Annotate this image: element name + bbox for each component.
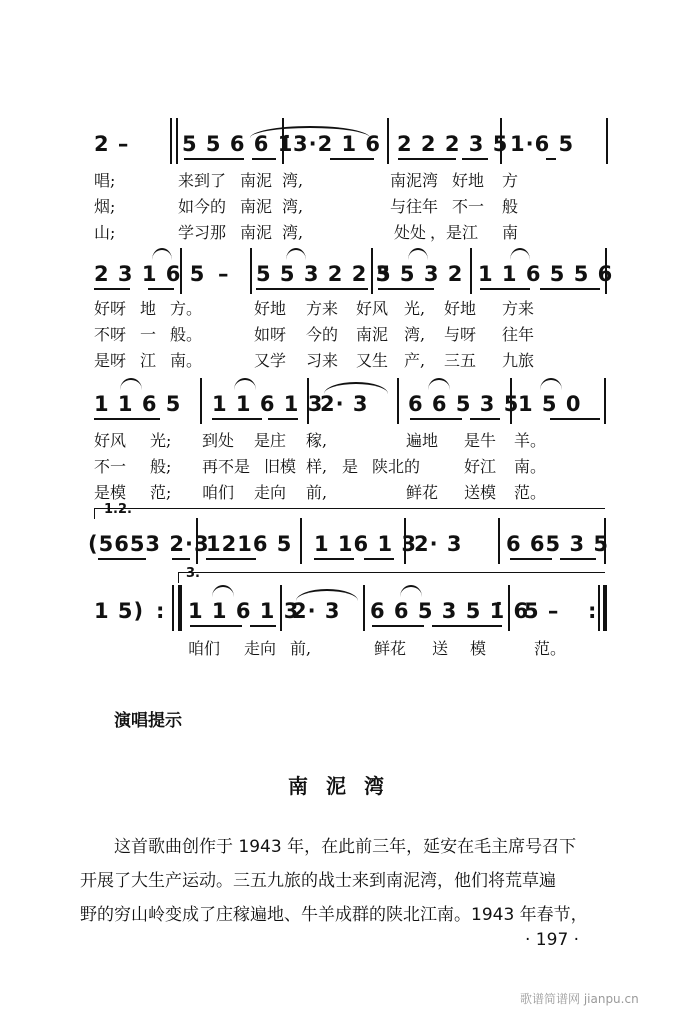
- lyric-syllable: 九旅: [502, 351, 535, 370]
- lyric-syllable: 习来: [306, 351, 339, 370]
- lyric-syllable: 又生: [356, 351, 389, 370]
- slur: [324, 382, 388, 394]
- lyric-syllable: 湾,: [404, 325, 426, 344]
- lyric-syllable: 光,: [404, 299, 426, 318]
- lyric-syllable: 往年: [502, 325, 535, 344]
- lyric-line: [94, 636, 614, 656]
- slur: [400, 585, 422, 597]
- lyric-syllable: 唱;: [94, 171, 116, 190]
- performance-hint-heading: 演唱提示: [114, 711, 182, 731]
- lyric-line: [94, 454, 614, 474]
- measure: 1 1 6 5: [94, 392, 182, 416]
- lyric-syllable: 是牛: [464, 431, 497, 450]
- lyric-syllable: 与呀: [444, 325, 477, 344]
- lyric-syllable: 方。: [170, 299, 203, 318]
- lyric-syllable: 湾,: [282, 197, 304, 216]
- underline: [94, 288, 130, 290]
- lyric-line: [94, 220, 614, 240]
- lyric-syllable: 江: [140, 351, 157, 370]
- barline: [300, 518, 302, 564]
- measure: 5 5 6 6 1̇: [182, 132, 294, 156]
- volta-bracket: [178, 572, 605, 583]
- underline: [462, 158, 488, 160]
- lyric-syllable: 又学: [254, 351, 287, 370]
- measure: 2 3 1 6 5: [94, 262, 206, 286]
- lyric-syllable: 咱们: [188, 639, 221, 658]
- barline: [172, 585, 174, 631]
- lyric-line: [94, 168, 614, 188]
- measure: 1 1 6 1 3: [188, 599, 300, 623]
- underline: [372, 625, 424, 627]
- slur: [212, 585, 234, 597]
- measure: 1 1 6 5 5 6: [478, 262, 614, 286]
- lyric-syllable: 羊。: [514, 431, 547, 450]
- lyric-syllable: 好地: [444, 299, 477, 318]
- lyric-syllable: 好地: [452, 171, 485, 190]
- repeat-sign: :: [156, 599, 166, 623]
- measure: 2 –: [94, 132, 130, 156]
- barline: [603, 585, 607, 631]
- lyric-syllable: 南泥: [240, 197, 273, 216]
- lyric-syllable: 是: [342, 457, 359, 476]
- measure: 1 5 0: [518, 392, 582, 416]
- measure: 5 5 3 2: [376, 262, 464, 286]
- barline: [470, 248, 472, 294]
- underline: [212, 418, 262, 420]
- lyric-syllable: 山;: [94, 223, 116, 242]
- lyric-syllable: 好呀: [94, 299, 127, 318]
- lyric-line: [94, 348, 614, 368]
- slur: [408, 248, 428, 260]
- underline: [550, 418, 600, 420]
- lyric-syllable: 样,: [306, 457, 328, 476]
- body-paragraph: [80, 830, 620, 932]
- underline: [190, 625, 242, 627]
- measure: –: [218, 262, 230, 286]
- barline: [604, 378, 606, 424]
- paragraph-line: 这首歌曲创作于 1943 年，在此前三年，延安在毛主席号召下: [114, 837, 577, 857]
- lyric-syllable: 南。: [514, 457, 547, 476]
- barline: [606, 118, 608, 164]
- lyric-syllable: 南: [502, 223, 519, 242]
- underline: [470, 418, 500, 420]
- lyric-syllable: 范。: [534, 639, 567, 658]
- lyric-syllable: 与往年: [390, 197, 439, 216]
- underline: [432, 625, 502, 627]
- lyric-syllable: 方: [502, 171, 519, 190]
- lyric-syllable: 前,: [290, 639, 312, 658]
- lyric-syllable: 送: [432, 639, 449, 658]
- underline: [206, 558, 256, 560]
- lyric-line: [94, 296, 614, 316]
- volta-bracket: [94, 508, 605, 519]
- barline: [178, 585, 182, 631]
- underline: [98, 558, 146, 560]
- lyric-syllable: 前,: [306, 483, 328, 502]
- lyric-syllable: 烟;: [94, 197, 116, 216]
- underline: [314, 558, 354, 560]
- underline: [364, 558, 394, 560]
- measure: 6 6 5 3 5 1̇ 6: [370, 599, 530, 623]
- measure: 3·2 1 6: [293, 132, 382, 156]
- underline: [560, 558, 596, 560]
- measure: 2 2 2 3 5: [397, 132, 509, 156]
- lyric-syllable: 湾,: [282, 171, 304, 190]
- lyric-line: [94, 322, 614, 342]
- lyric-syllable: 旧模: [264, 457, 297, 476]
- watermark: 歌谱简谱网 jianpu.cn: [520, 992, 639, 1006]
- underline: [510, 558, 552, 560]
- repeat-sign: :: [588, 599, 598, 623]
- underline: [480, 288, 530, 290]
- volta-label: 1.2.: [104, 502, 132, 517]
- barline: [387, 118, 389, 164]
- slur: [152, 248, 172, 260]
- lyric-syllable: 般。: [170, 325, 203, 344]
- lyric-syllable: 是呀: [94, 351, 127, 370]
- measure: 1 5): [94, 599, 145, 623]
- lyric-syllable: 来到了: [178, 171, 227, 190]
- lyric-syllable: 南。: [170, 351, 203, 370]
- lyric-syllable: 走向: [254, 483, 287, 502]
- song-title: 南泥湾: [288, 774, 402, 798]
- paragraph-line: 野的穷山岭变成了庄稼遍地、牛羊成群的陕北江南。1943 年春节，: [80, 905, 588, 925]
- underline: [250, 625, 276, 627]
- barline: [363, 585, 365, 631]
- lyric-syllable: 是庄: [254, 431, 287, 450]
- lyric-syllable: 如呀: [254, 325, 287, 344]
- measure: 6 65 3 5: [506, 532, 609, 556]
- lyric-line: [94, 428, 614, 448]
- lyric-syllable: 一: [140, 325, 157, 344]
- slur: [296, 589, 358, 601]
- lyric-syllable: 范。: [514, 483, 547, 502]
- lyric-syllable: 南泥: [356, 325, 389, 344]
- lyric-syllable: 不一: [452, 197, 485, 216]
- barline: [170, 118, 172, 164]
- underline: [252, 158, 276, 160]
- lyric-syllable: 好风: [356, 299, 389, 318]
- slur: [120, 378, 142, 390]
- lyric-syllable: 方来: [502, 299, 535, 318]
- underline: [184, 158, 244, 160]
- measure: 2· 3: [414, 532, 463, 556]
- slur: [234, 378, 256, 390]
- measure: 1 1 6 1 3: [212, 392, 324, 416]
- lyric-syllable: 南泥: [240, 223, 273, 242]
- underline: [148, 288, 174, 290]
- barline: [250, 248, 252, 294]
- underline: [172, 558, 190, 560]
- lyric-syllable: 地: [140, 299, 157, 318]
- lyric-syllable: 到处: [202, 431, 235, 450]
- slur: [428, 378, 450, 390]
- barline: [176, 118, 178, 164]
- slur: [540, 378, 562, 390]
- lyric-syllable: 今的: [306, 325, 339, 344]
- lyric-syllable: 再不是: [202, 457, 251, 476]
- barline: [498, 518, 500, 564]
- measure: 2· 3: [292, 599, 341, 623]
- lyric-syllable: 模: [470, 639, 487, 658]
- lyric-syllable: 方来: [306, 299, 339, 318]
- lyric-syllable: 湾,: [282, 223, 304, 242]
- measure: 1·6 5: [510, 132, 575, 156]
- measure: 5 –: [524, 599, 560, 623]
- lyric-syllable: 走向: [244, 639, 277, 658]
- measure: 1 16 1 3: [314, 532, 417, 556]
- lyric-syllable: 不呀: [94, 325, 127, 344]
- lyric-syllable: 学习那: [178, 223, 227, 242]
- measure: 5 5 3 2 2 3: [256, 262, 392, 286]
- lyric-syllable: 般: [502, 197, 519, 216]
- lyric-syllable: 鲜花: [374, 639, 407, 658]
- lyric-syllable: 稼,: [306, 431, 328, 450]
- lyric-syllable: 遍地: [406, 431, 439, 450]
- underline: [546, 158, 556, 160]
- lyric-syllable: 鲜花: [406, 483, 439, 502]
- lyric-syllable: 范;: [150, 483, 172, 502]
- lyric-syllable: 如今的: [178, 197, 227, 216]
- lyric-syllable: 好风: [94, 431, 127, 450]
- lyric-syllable: 产,: [404, 351, 426, 370]
- barline: [397, 378, 399, 424]
- measure: (5653 2·3: [88, 532, 210, 556]
- page-number: · 197 ·: [525, 930, 580, 950]
- lyric-syllable: 咱们: [202, 483, 235, 502]
- lyric-syllable: 送模: [464, 483, 497, 502]
- lyric-syllable: 三五: [444, 351, 477, 370]
- measure: 1216 5: [206, 532, 293, 556]
- lyric-syllable: 南泥湾: [390, 171, 439, 190]
- underline: [540, 288, 600, 290]
- underline: [94, 418, 160, 420]
- lyric-syllable: 处处: [394, 223, 427, 242]
- lyric-line: [94, 194, 614, 214]
- underline: [378, 288, 434, 290]
- lyric-syllable: 好地: [254, 299, 287, 318]
- underline: [256, 288, 368, 290]
- underline: [410, 418, 462, 420]
- lyric-syllable: 好江: [464, 457, 497, 476]
- lyric-syllable: ，是江: [430, 223, 479, 242]
- lyric-syllable: 南泥: [240, 171, 273, 190]
- lyric-syllable: 般;: [150, 457, 172, 476]
- underline: [330, 158, 374, 160]
- volta-label: 3.: [186, 566, 200, 581]
- lyric-syllable: 不一: [94, 457, 127, 476]
- barline: [598, 585, 600, 631]
- lyric-syllable: 光;: [150, 431, 172, 450]
- slur: [250, 126, 370, 138]
- slur: [286, 248, 306, 260]
- paragraph-line: 开展了大生产运动。三五九旅的战士来到南泥湾，他们将荒草遍: [80, 871, 556, 891]
- underline: [268, 418, 298, 420]
- lyric-syllable: 陕北的: [372, 457, 421, 476]
- underline: [398, 158, 456, 160]
- measure: 2· 3: [320, 392, 369, 416]
- lyric-line: [94, 480, 614, 500]
- slur: [510, 248, 530, 260]
- lyric-syllable: 是模: [94, 483, 127, 502]
- measure: 6 6 5 3 5: [408, 392, 520, 416]
- barline: [200, 378, 202, 424]
